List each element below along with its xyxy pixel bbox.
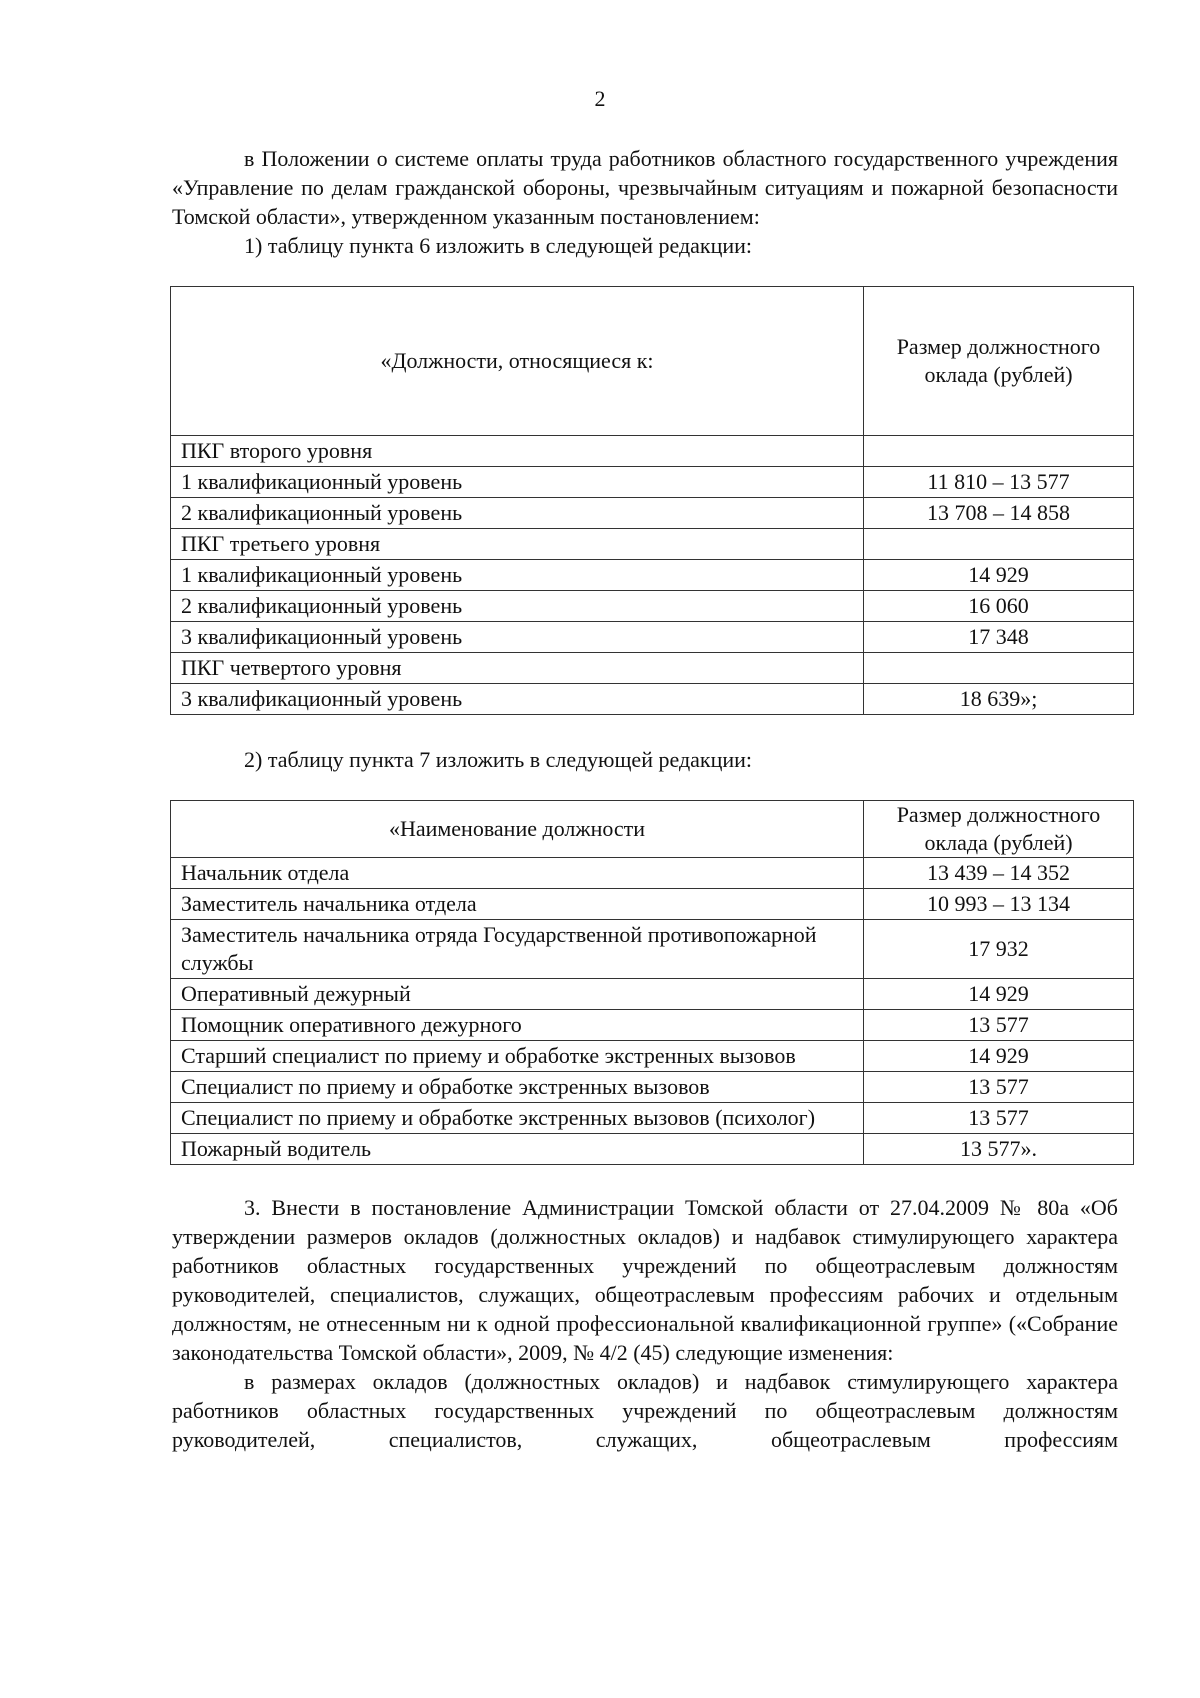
row-label: Помощник оперативного дежурного [171, 1010, 864, 1041]
row-label: Заместитель начальника отдела [171, 889, 864, 920]
table-row [171, 436, 1134, 467]
table-row [171, 1010, 1134, 1041]
table2-body [171, 858, 1134, 1165]
table-salary-positions [170, 800, 1134, 1165]
row-label: 3 квалификационный уровень [171, 684, 864, 715]
table-row [171, 1041, 1134, 1072]
table1-body [171, 436, 1134, 715]
table-row [171, 560, 1134, 591]
table-header-salary: Размер должностного оклада (рублей) [864, 801, 1134, 858]
page-number: 2 [594, 86, 606, 111]
row-salary-value: 13 577 [864, 1010, 1134, 1041]
row-label: Специалист по приему и обработке экстренных вызовов (психолог) [171, 1103, 864, 1134]
table-header-salary: Размер должностного оклада (рублей) [864, 287, 1134, 436]
row-salary-value: 18 639»; [864, 684, 1134, 715]
table-row [171, 920, 1134, 979]
table-row [171, 684, 1134, 715]
row-salary-value: 16 060 [864, 591, 1134, 622]
table-header-row [171, 801, 1134, 858]
row-label: Заместитель начальника отряда Государственной противопожарной службы [171, 920, 864, 979]
row-salary-value: 13 577 [864, 1072, 1134, 1103]
final-paragraph: в размерах окладов (должностных окладов) и надбавок стимулирующего характера работников областных государственных учреждений по общеотраслевым должностям руководителей, специалистов, служащих, общеотраслевым профессиям [172, 1369, 1118, 1452]
row-salary-value [864, 436, 1134, 467]
row-label: ПКГ четвертого уровня [171, 653, 864, 684]
table-row [171, 653, 1134, 684]
table-header-position-name: «Наименование должности [171, 801, 864, 858]
row-label: 1 квалификационный уровень [171, 467, 864, 498]
row-label: Начальник отдела [171, 858, 864, 889]
row-salary-value [864, 529, 1134, 560]
table-row [171, 1134, 1134, 1165]
row-salary-value: 17 348 [864, 622, 1134, 653]
row-salary-value: 13 577 [864, 1103, 1134, 1134]
row-label: Специалист по приему и обработке экстренных вызовов [171, 1072, 864, 1103]
table-salary-pkg [170, 286, 1134, 715]
row-salary-value: 11 810 – 13 577 [864, 467, 1134, 498]
item3-paragraph: 3. Внести в постановление Администрации Томской области от 27.04.2009 № 80а «Об утверждении размеров окладов (должностных окладов) и надбавок стимулирующего характера работников областных государственных учреждений по общеотраслевым должностям руководителей, специалистов, служащих, общеотраслевым профессиям рабочих и отдельным должностям, не отнесенным ни к одной профессиональной квалификационной группе» («Собрание законодательства Томской области», 2009, № 4/2 (45) следующие изменения: [172, 1195, 1118, 1365]
row-label: 2 квалификационный уровень [171, 498, 864, 529]
table-header-row [171, 287, 1134, 436]
row-salary-value: 14 929 [864, 979, 1134, 1010]
table-row [171, 1103, 1134, 1134]
table-row [171, 1072, 1134, 1103]
table-row [171, 979, 1134, 1010]
row-salary-value: 14 929 [864, 560, 1134, 591]
table-row [171, 622, 1134, 653]
row-salary-value [864, 653, 1134, 684]
row-label: Оперативный дежурный [171, 979, 864, 1010]
row-label: Пожарный водитель [171, 1134, 864, 1165]
table-header-positions: «Должности, относящиеся к: [171, 287, 864, 436]
document-body [172, 144, 1118, 1454]
table-row [171, 467, 1134, 498]
table-row [171, 529, 1134, 560]
row-salary-value: 17 932 [864, 920, 1134, 979]
row-label: 3 квалификационный уровень [171, 622, 864, 653]
row-label: ПКГ третьего уровня [171, 529, 864, 560]
table-row [171, 858, 1134, 889]
row-salary-value: 13 708 – 14 858 [864, 498, 1134, 529]
row-salary-value: 13 577». [864, 1134, 1134, 1165]
intro-paragraph: в Положении о системе оплаты труда работников областного государственного учреждения «Управление по делам гражданской обороны, чрезвычайным ситуациям и пожарной безопасности Томской области», утвержденном указанным постановлением: [172, 146, 1118, 229]
table-row [171, 498, 1134, 529]
table-row [171, 889, 1134, 920]
row-salary-value: 13 439 – 14 352 [864, 858, 1134, 889]
row-label: 1 квалификационный уровень [171, 560, 864, 591]
item1-text: 1) таблицу пункта 6 изложить в следующей редакции: [244, 233, 753, 258]
table-row [171, 591, 1134, 622]
row-label: Старший специалист по приему и обработке экстренных вызовов [171, 1041, 864, 1072]
row-label: 2 квалификационный уровень [171, 591, 864, 622]
row-salary-value: 14 929 [864, 1041, 1134, 1072]
row-salary-value: 10 993 – 13 134 [864, 889, 1134, 920]
row-label: ПКГ второго уровня [171, 436, 864, 467]
item2-text: 2) таблицу пункта 7 изложить в следующей редакции: [244, 747, 753, 772]
